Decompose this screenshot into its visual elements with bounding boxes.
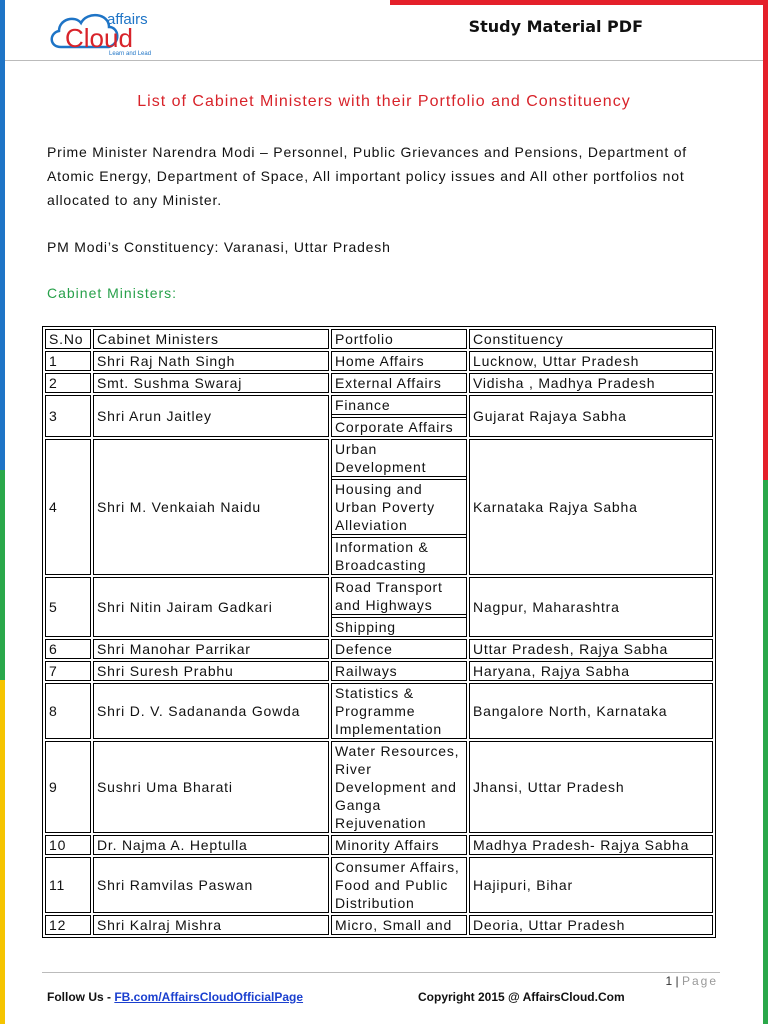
cell-constituency: Madhya Pradesh- Rajya Sabha — [469, 835, 713, 855]
portfolio-item: Micro, Small and — [335, 917, 453, 933]
cell-sno: 4 — [45, 439, 91, 575]
cell-constituency: Bangalore North, Karnataka — [469, 683, 713, 739]
table-row — [45, 439, 713, 575]
cell-constituency: Nagpur, Maharashtra — [469, 577, 713, 637]
portfolio-item: External Affairs — [335, 375, 442, 391]
header-sno: S.No — [45, 329, 91, 349]
cell-sno: 7 — [45, 661, 91, 681]
table-row — [45, 857, 713, 913]
portfolio-item: Information & Broadcasting — [332, 537, 466, 574]
cell-minister: Shri M. Venkaiah Naidu — [93, 439, 329, 575]
header-constituency: Constituency — [469, 329, 713, 349]
left-blue-bar — [0, 0, 5, 470]
footer-divider — [42, 972, 720, 973]
page-number-value: 1 — [665, 974, 673, 988]
table-row — [45, 915, 713, 935]
portfolio-item: Home Affairs — [335, 353, 425, 369]
portfolio-item: Corporate Affairs — [332, 417, 466, 436]
page-label: Page — [681, 974, 718, 988]
table-row — [45, 639, 713, 659]
table-row — [45, 351, 713, 371]
portfolio-item: Water Resources, River Development and Ganga Rejuvenation — [335, 743, 460, 831]
cell-minister: Shri Arun Jaitley — [93, 395, 329, 437]
portfolio-item: Road Transport and Highways — [332, 578, 466, 615]
table-header-row — [45, 329, 713, 349]
affairscloud-logo — [47, 7, 177, 57]
svg-text:Cloud: Cloud — [65, 23, 133, 53]
cell-constituency: Lucknow, Uttar Pradesh — [469, 351, 713, 371]
portfolio-item: Statistics & Programme Implementation — [335, 685, 442, 737]
document-title: List of Cabinet Ministers with their Portfolio and Constituency — [137, 93, 631, 110]
table-row — [45, 661, 713, 681]
table-row — [45, 395, 713, 437]
cell-portfolio — [331, 577, 467, 637]
study-material-title: Study Material PDF — [468, 17, 643, 36]
cell-portfolio — [331, 661, 467, 681]
portfolio-item: Housing and Urban Poverty Alleviation — [332, 479, 466, 535]
cell-sno: 3 — [45, 395, 91, 437]
cell-sno: 12 — [45, 915, 91, 935]
table-row — [45, 835, 713, 855]
header-minister: Cabinet Ministers — [93, 329, 329, 349]
section-heading: Cabinet Ministers: — [47, 285, 178, 301]
header-portfolio: Portfolio — [331, 329, 467, 349]
copyright-text: Copyright 2015 @ AffairsCloud.Com — [418, 990, 625, 1004]
follow-us — [47, 990, 303, 1004]
cell-minister: Shri D. V. Sadananda Gowda — [93, 683, 329, 739]
svg-text:affairs: affairs — [107, 11, 148, 28]
portfolio-item: Railways — [335, 663, 398, 679]
cell-constituency: Uttar Pradesh, Rajya Sabha — [469, 639, 713, 659]
cell-sno: 11 — [45, 857, 91, 913]
cell-portfolio — [331, 915, 467, 935]
cell-minister: Shri Ramvilas Paswan — [93, 857, 329, 913]
cell-constituency: Jhansi, Uttar Pradesh — [469, 741, 713, 833]
cell-sno: 10 — [45, 835, 91, 855]
left-yellow-bar — [0, 680, 5, 1024]
cell-sno: 6 — [45, 639, 91, 659]
cell-constituency: Haryana, Rajya Sabha — [469, 661, 713, 681]
page-header — [5, 5, 763, 61]
cell-minister: Dr. Najma A. Heptulla — [93, 835, 329, 855]
cell-portfolio — [331, 835, 467, 855]
cell-constituency: Hajipuri, Bihar — [469, 857, 713, 913]
cell-sno: 9 — [45, 741, 91, 833]
portfolio-item: Minority Affairs — [335, 837, 440, 853]
cell-minister: Shri Kalraj Mishra — [93, 915, 329, 935]
portfolio-item: Shipping — [332, 617, 466, 636]
cell-portfolio — [331, 395, 467, 437]
cell-constituency: Karnataka Rajya Sabha — [469, 439, 713, 575]
portfolio-item: Defence — [335, 641, 393, 657]
page-number: 1 | Page — [665, 974, 718, 988]
right-red-bar — [763, 0, 768, 480]
pm-portfolio-paragraph: Prime Minister Narendra Modi – Personnel, Public Grievances and Pensions, Department of Atomic Energy, Department of Space, All important policy issues and All other portfolios not allocated to any Minister. — [47, 144, 687, 208]
cell-constituency: Gujarat Rajaya Sabha — [469, 395, 713, 437]
cell-portfolio — [331, 439, 467, 575]
table-row — [45, 683, 713, 739]
portfolio-item: Finance — [332, 396, 466, 415]
table-row — [45, 577, 713, 637]
table-row — [45, 741, 713, 833]
svg-text:Learn and Lead: Learn and Lead — [109, 51, 152, 57]
right-green-bar — [763, 480, 768, 1024]
portfolio-item: Consumer Affairs, Food and Public Distribution — [335, 859, 460, 911]
cell-minister: Shri Raj Nath Singh — [93, 351, 329, 371]
table-body — [45, 351, 713, 935]
cell-portfolio — [331, 683, 467, 739]
cell-portfolio — [331, 639, 467, 659]
pm-constituency-paragraph: PM Modi’s Constituency: Varanasi, Uttar Pradesh — [47, 239, 391, 255]
cell-minister: Shri Manohar Parrikar — [93, 639, 329, 659]
cell-sno: 1 — [45, 351, 91, 371]
ministers-table — [42, 326, 716, 938]
cell-portfolio — [331, 373, 467, 393]
cell-minister: Shri Suresh Prabhu — [93, 661, 329, 681]
cell-minister: Shri Nitin Jairam Gadkari — [93, 577, 329, 637]
cell-sno: 5 — [45, 577, 91, 637]
cell-constituency: Deoria, Uttar Pradesh — [469, 915, 713, 935]
cell-minister: Sushri Uma Bharati — [93, 741, 329, 833]
follow-label: Follow Us - — [47, 990, 115, 1004]
cell-constituency: Vidisha , Madhya Pradesh — [469, 373, 713, 393]
cell-portfolio — [331, 741, 467, 833]
facebook-link[interactable]: FB.com/AffairsCloudOfficialPage — [114, 990, 304, 1004]
cell-sno: 8 — [45, 683, 91, 739]
portfolio-item: Urban Development — [332, 440, 466, 477]
cell-portfolio — [331, 351, 467, 371]
cell-sno: 2 — [45, 373, 91, 393]
table-row — [45, 373, 713, 393]
cell-portfolio — [331, 857, 467, 913]
cell-minister: Smt. Sushma Swaraj — [93, 373, 329, 393]
